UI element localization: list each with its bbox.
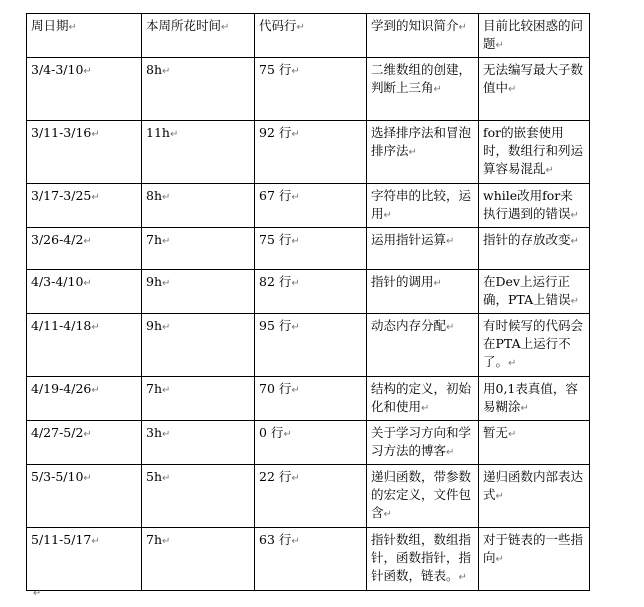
cell-knowledge: 动态内存分配↵ <box>367 314 479 377</box>
cell-questions: 暂无↵ <box>479 421 590 465</box>
cell-end-mark: ↵ <box>508 429 517 440</box>
cell-time: 9h↵ <box>142 314 255 377</box>
cell-knowledge: 递归函数，带参数的宏定义，文件包含↵ <box>367 465 479 528</box>
cell-end-mark: ↵ <box>383 210 392 221</box>
header-row <box>27 14 590 58</box>
cell-end-mark: ↵ <box>291 385 300 396</box>
cell-lines: 75 行↵ <box>255 228 367 270</box>
table-row <box>27 228 590 270</box>
cell-end-mark: ↵ <box>91 536 100 547</box>
cell-questions: while改用for来执行遇到的错误↵ <box>479 184 590 228</box>
cell-knowledge: 二维数组的创建，判断上三角↵ <box>367 58 479 121</box>
cell-week: 4/27-5/2↵ <box>27 421 142 465</box>
paragraph-mark: ↵ <box>33 588 42 599</box>
cell-end-mark: ↵ <box>283 429 292 440</box>
cell-questions: 有时候写的代码会在PTA上运行不了。↵ <box>479 314 590 377</box>
table-row <box>27 465 590 528</box>
table-row <box>27 58 590 121</box>
cell-time: 8h↵ <box>142 184 255 228</box>
cell-week: 5/11-5/17↵ <box>27 528 142 591</box>
cell-end-mark: ↵ <box>83 473 92 484</box>
cell-end-mark: ↵ <box>570 296 579 307</box>
cell-end-mark: ↵ <box>446 447 455 458</box>
cell-end-mark: ↵ <box>83 278 92 289</box>
cell-end-mark: ↵ <box>169 129 179 140</box>
cell-questions: 指针的存放改变↵ <box>479 228 590 270</box>
cell-end-mark: ↵ <box>91 322 100 333</box>
cell-end-mark: ↵ <box>91 129 100 140</box>
cell-questions: for的嵌套使用时，数组行和列运算容易混乱↵ <box>479 121 590 184</box>
cell-lines: 63 行↵ <box>255 528 367 591</box>
cell-end-mark: ↵ <box>495 491 504 502</box>
cell-time: 9h↵ <box>142 270 255 314</box>
cell-lines: 70 行↵ <box>255 377 367 421</box>
cell-end-mark: ↵ <box>291 278 300 289</box>
cell-time: 8h↵ <box>142 58 255 121</box>
cell-end-mark: ↵ <box>446 236 455 247</box>
cell-end-mark: ↵ <box>433 84 442 95</box>
cell-end-mark: ↵ <box>83 66 92 77</box>
header-questions: 目前比较困惑的问题↵ <box>479 14 590 58</box>
cell-lines: 67 行↵ <box>255 184 367 228</box>
cell-end-mark: ↵ <box>545 165 554 176</box>
cell-end-mark: ↵ <box>91 385 100 396</box>
cell-knowledge: 选择排序法和冒泡排序法↵ <box>367 121 479 184</box>
header-knowledge: 学到的知识简介↵ <box>367 14 479 58</box>
cell-week: 5/3-5/10↵ <box>27 465 142 528</box>
table-row <box>27 528 590 591</box>
table-row <box>27 121 590 184</box>
cell-end-mark: ↵ <box>291 322 300 333</box>
cell-end-mark: ↵ <box>383 509 392 520</box>
cell-end-mark: ↵ <box>570 210 579 221</box>
cell-end-mark: ↵ <box>83 429 92 440</box>
cell-end-mark: ↵ <box>508 84 517 95</box>
cell-end-mark: ↵ <box>162 278 171 289</box>
cell-knowledge: 结构的定义，初始化和使用↵ <box>367 377 479 421</box>
cell-end-mark: ↵ <box>162 429 171 440</box>
cell-questions: 无法编写最大子数值中↵ <box>479 58 590 121</box>
cell-end-mark: ↵ <box>162 66 171 77</box>
cell-end-mark: ↵ <box>508 358 517 369</box>
cell-questions: 对于链表的一些指向↵ <box>479 528 590 591</box>
cell-end-mark: ↵ <box>162 236 171 247</box>
cell-questions: 在Dev上运行正确，PTA上错误↵ <box>479 270 590 314</box>
cell-time: 11h↵ <box>142 121 255 184</box>
cell-end-mark: ↵ <box>291 236 300 247</box>
cell-end-mark: ↵ <box>433 278 442 289</box>
cell-end-mark: ↵ <box>495 554 504 565</box>
cell-time: 7h↵ <box>142 528 255 591</box>
cell-end-mark: ↵ <box>162 473 171 484</box>
header-week: 周日期↵ <box>27 14 142 58</box>
cell-knowledge: 运用指针运算↵ <box>367 228 479 270</box>
cell-end-mark: ↵ <box>83 236 92 247</box>
cell-end-mark: ↵ <box>458 572 467 583</box>
cell-lines: 0 行↵ <box>255 421 367 465</box>
cell-knowledge: 指针的调用↵ <box>367 270 479 314</box>
cell-week: 3/4-3/10↵ <box>27 58 142 121</box>
table-row <box>27 270 590 314</box>
table-row <box>27 314 590 377</box>
header-time: 本周所花时间↵ <box>142 14 255 58</box>
cell-end-mark: ↵ <box>520 403 529 414</box>
cell-end-mark: ↵ <box>291 129 300 140</box>
cell-time: 7h↵ <box>142 228 255 270</box>
cell-knowledge: 字符串的比较，运用↵ <box>367 184 479 228</box>
study-log-table <box>26 13 590 591</box>
cell-end-mark: ↵ <box>408 147 417 158</box>
cell-week: 4/3-4/10↵ <box>27 270 142 314</box>
cell-time: 5h↵ <box>142 465 255 528</box>
cell-lines: 22 行↵ <box>255 465 367 528</box>
cell-knowledge: 指针数组，数组指针，函数指针，指针函数，链表。↵ <box>367 528 479 591</box>
cell-end-mark: ↵ <box>291 66 300 77</box>
cell-end-mark: ↵ <box>291 192 300 203</box>
cell-end-mark: ↵ <box>162 536 171 547</box>
cell-time: 3h↵ <box>142 421 255 465</box>
cell-knowledge: 关于学习方向和学习方法的博客↵ <box>367 421 479 465</box>
cell-lines: 92 行↵ <box>255 121 367 184</box>
cell-lines: 75 行↵ <box>255 58 367 121</box>
cell-week: 3/11-3/16↵ <box>27 121 142 184</box>
cell-end-mark: ↵ <box>291 473 300 484</box>
cell-week: 4/11-4/18↵ <box>27 314 142 377</box>
cell-end-mark: ↵ <box>446 322 455 333</box>
cell-time: 7h↵ <box>142 377 255 421</box>
cell-end-mark: ↵ <box>421 403 430 414</box>
cell-lines: 82 行↵ <box>255 270 367 314</box>
cell-week: 4/19-4/26↵ <box>27 377 142 421</box>
cell-week: 3/26-4/2↵ <box>27 228 142 270</box>
cell-questions: 递归函数内部表达式↵ <box>479 465 590 528</box>
table-row <box>27 421 590 465</box>
table-row <box>27 184 590 228</box>
cell-end-mark: ↵ <box>162 192 171 203</box>
cell-end-mark: ↵ <box>570 236 579 247</box>
cell-lines: 95 行↵ <box>255 314 367 377</box>
cell-end-mark: ↵ <box>162 385 171 396</box>
cell-week: 3/17-3/25↵ <box>27 184 142 228</box>
cell-questions: 用0,1表真值，容易糊涂↵ <box>479 377 590 421</box>
table-row <box>27 377 590 421</box>
cell-end-mark: ↵ <box>291 536 300 547</box>
cell-end-mark: ↵ <box>91 192 100 203</box>
header-lines: 代码行↵ <box>255 14 367 58</box>
cell-end-mark: ↵ <box>162 322 171 333</box>
